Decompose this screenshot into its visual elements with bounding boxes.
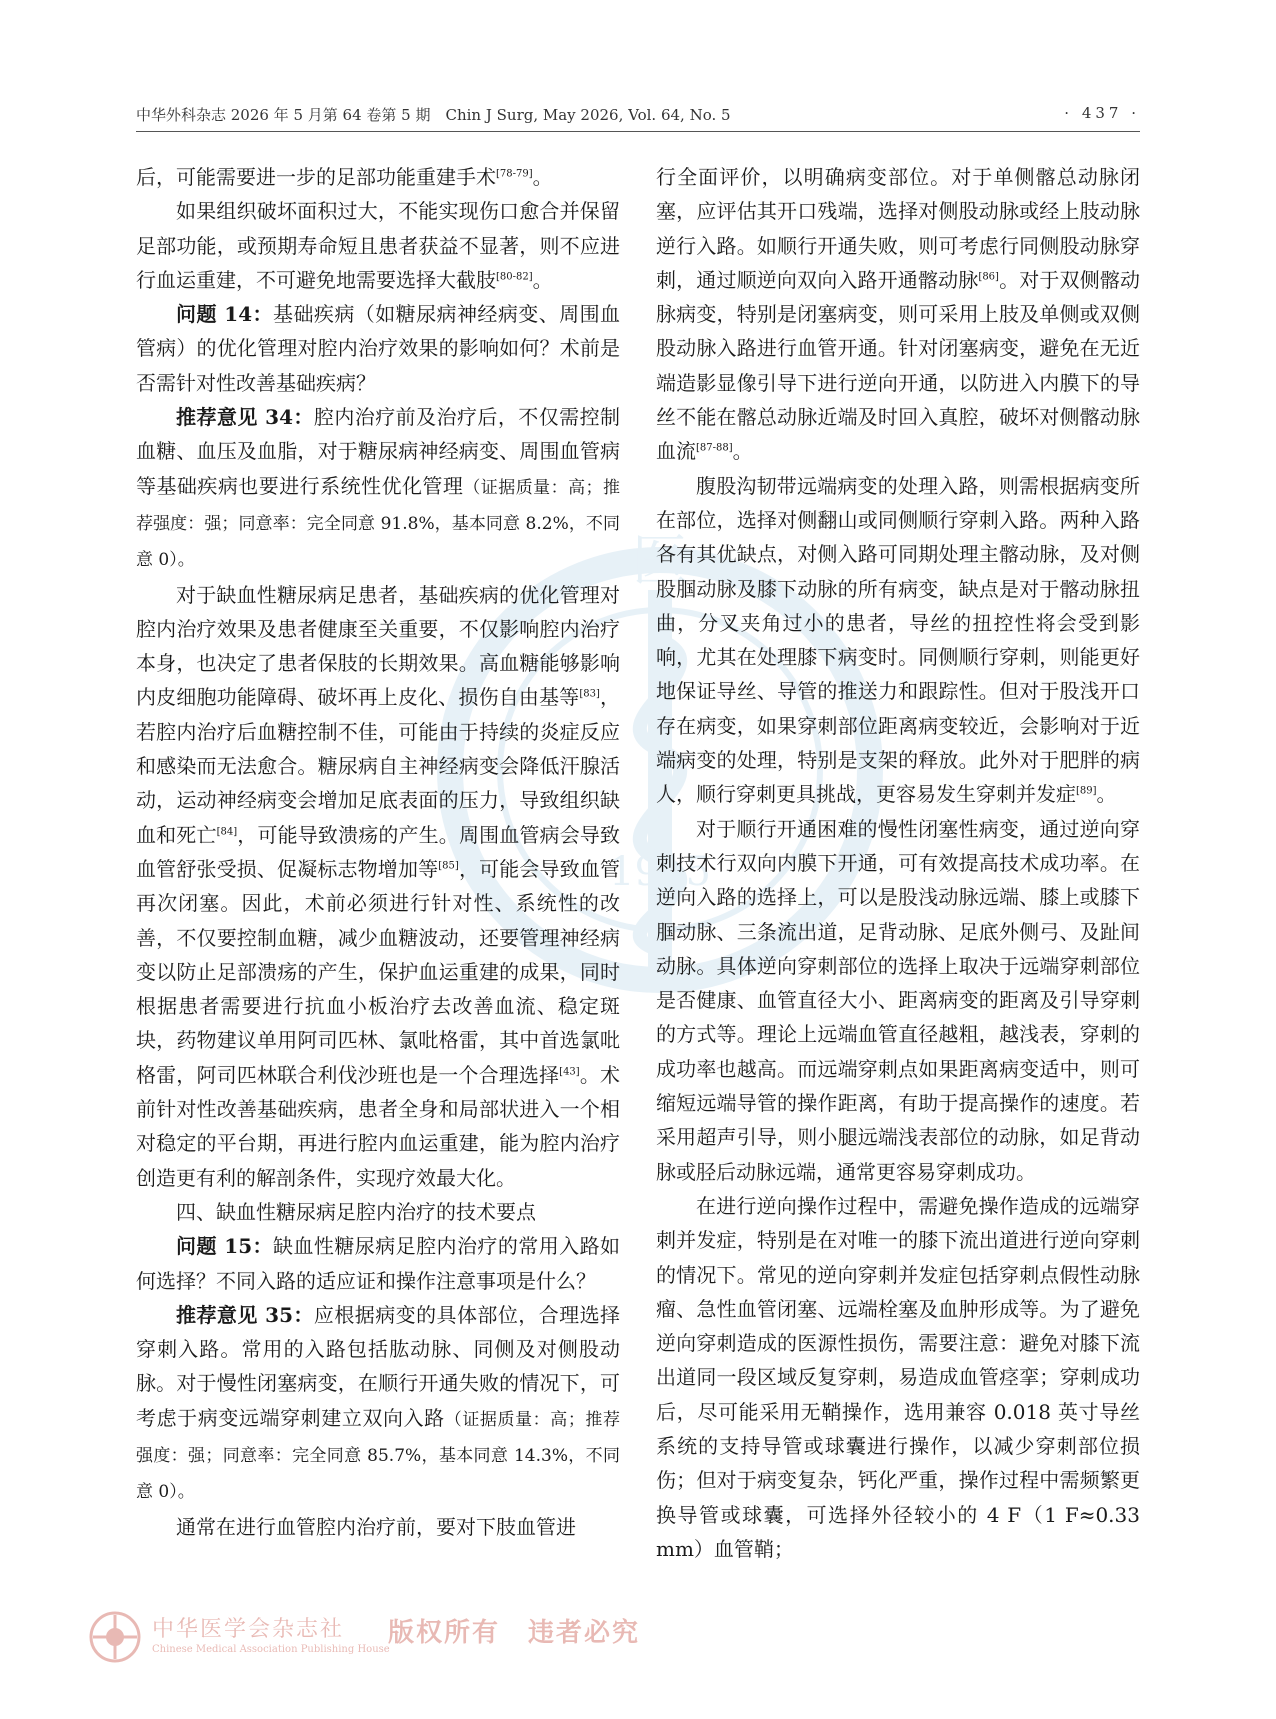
question-15: 问题 15：缺血性糖尿病足腔内治疗的常用入路如何选择？不同入路的适应证和操作注意事项是什么？ <box>136 1234 621 1293</box>
citation: [84] <box>216 825 238 837</box>
running-header <box>136 104 1140 125</box>
question-14: 问题 14：基础疾病（如糖尿病神经病变、周围血管病）的优化管理对腔内治疗效果的影响如何？术前是否需针对性改善基础疾病？ <box>136 302 621 395</box>
page-number: · 437 · <box>1064 104 1140 122</box>
paragraph: 对于缺血性糖尿病足患者，基础疾病的优化管理对腔内治疗效果及患者健康至关重要，不仅影响腔内治疗本身，也决定了患者保肢的长期效果。高血糖能够影响内皮细胞功能障碍、破坏再上皮化、损伤自由基等[83]，若腔内治疗后血糖控制不佳，可能由于持续的炎症反应和感染而无法愈合。糖尿病自主神经病变会降低汗腺活动，运动神经病变会增加足底表面的压力，导致组织缺血和死亡[84]，可能导致溃疡的产生。周围血管病会导致血管舒张受损、促凝标志物增加等[85]，可能会导致血管再次闭塞。因此，术前必须进行针对性、系统性的改善，不仅要控制血糖，减少血糖波动，还要管理神经病变以防止足部溃疡的产生，保护血运重建的成果，同时根据患者需要进行抗血小板治疗去改善血流、稳定斑块，药物建议单用阿司匹林、氯吡格雷，其中首选氯吡格雷，阿司匹林联合利伐沙班也是一个合理选择[43]。术前针对性改善基础疾病，患者全身和局部状进入一个相对稳定的平台期，再进行腔内血运重建，能为腔内治疗创造更有利的解剖条件，实现疗效最大化。 <box>136 582 621 1190</box>
publisher-name-en: Chinese Medical Association Publishing House <box>152 1644 390 1655</box>
paragraph: 行全面评价，以明确病变部位。对于单侧髂总动脉闭塞，应评估其开口残端，选择对侧股动脉或经上肢动脉逆行入路。如顺行开通失败，则可考虑行同侧股动脉穿刺，通过顺逆向双向入路开通髂动脉[86]。对于双侧髂动脉病变，特别是闭塞病变，则可采用上肢及单侧或双侧股动脉入路进行血管开通。针对闭塞病变，避免在无近端造影显像引导下进行逆向开通，以防进入内膜下的导丝不能在髂总动脉近端及时回入真腔，破坏对侧髂动脉血流[87-88]。 <box>656 165 1141 464</box>
publisher-footer <box>88 1610 648 1670</box>
paragraph: 后，可能需要进一步的足部功能重建手术[78-79]。 <box>136 165 553 189</box>
left-column <box>136 160 620 1544</box>
copyright-slogan: 版权所有 违者必究 <box>388 1618 641 1648</box>
evidence-note: （证据质量：高；推荐强度：强；同意率：完全同意 85.7%，基本同意 14.3%，不同意 0）。 <box>136 1409 620 1503</box>
paragraph: 对于顺行开通困难的慢性闭塞性病变，通过逆向穿刺技术行双向内膜下开通，可有效提高技术成功率。在逆向入路的选择上，可以是股浅动脉远端、膝上或膝下腘动脉、三条流出道，足背动脉、足底外侧弓、及趾间动脉。具体逆向穿刺部位的选择上取决于远端穿刺部位是否健康、血管直径大小、距离病变的距离及引导穿刺的方式等。理论上远端血管直径越粗，越浅表，穿刺的成功率也越高。而远端穿刺点如果距离病变适中，则可缩短远端导管的操作距离，有助于提高操作的速度。若采用超声引导，则小腿远端浅表部位的动脉，如足背动脉或胫后动脉远端，通常更容易穿刺成功。 <box>656 816 1140 1184</box>
publisher-name: 中华医学会杂志社 <box>152 1617 345 1642</box>
section-heading: 四、缺血性糖尿病足腔内治疗的技术要点 <box>176 1199 536 1224</box>
paragraph: 如果组织破坏面积过大，不能实现伤口愈合并保留足部功能，或预期寿命短且患者获益不显著，则不应进行血运重建，不可避免地需要选择大截肢[80-82]。 <box>136 199 620 292</box>
header-rule <box>136 131 1140 132</box>
watermark-year: 1915 <box>609 849 711 895</box>
citation: [87-88] <box>696 442 733 454</box>
paragraph: 在进行逆向操作过程中，需避免操作造成的远端穿刺并发症，特别是在对唯一的膝下流出道进行逆向穿刺的情况下。常见的逆向穿刺并发症包括穿刺点假性动脉瘤、急性血管闭塞、远端栓塞及血肿形成等。为了避免逆向穿刺造成的医源性损伤，需要注意：避免对膝下流出道同一段区域反复穿刺，易造成血管痉挛；穿刺成功后，尽可能采用无鞘操作，选用兼容 0.018 英寸导丝系统的支持导管或球囊进行操作，以减少穿刺部位损伤；但对于病变复杂，钙化严重，操作过程中需频繁更换导管或球囊，可选择外径较小的 4 F（1 F≈0.33 mm）血管鞘； <box>656 1193 1140 1561</box>
paragraph: 通常在进行血管腔内治疗前，要对下肢血管进 <box>176 1514 576 1539</box>
citation: [85] <box>438 860 459 872</box>
recommendation-35: 推荐意见 35：应根据病变的具体部位，合理选择穿刺入路。常用的入路包括肱动脉、同侧及对侧股动脉。对于慢性闭塞病变，在顺行开通失败的情况下，可考虑于病变远端穿刺建立双向入路（证据质量：高；推荐强度：强；同意率：完全同意 85.7%，基本同意 14.3%，不同意 0）。 <box>136 1302 621 1503</box>
evidence-note: （证据质量：高；推荐强度：强；同意率：完全同意 91.8%，基本同意 8.2%，不同意 0）。 <box>136 477 621 571</box>
citation: [89] <box>1076 785 1097 797</box>
watermark-char: 医 <box>632 529 688 594</box>
journal-citation: 中华外科杂志 2026 年 5 月第 64 卷第 5 期 Chin J Surg, May 2026, Vol. 64, No. 5 <box>136 106 731 124</box>
right-column <box>656 160 1140 1566</box>
publisher-logo-icon <box>88 1610 142 1664</box>
citation: [78-79] <box>496 168 533 180</box>
citation: [80-82] <box>496 271 533 283</box>
paragraph: 腹股沟韧带远端病变的处理入路，则需根据病变所在部位，选择对侧翻山或同侧顺行穿刺入路。两种入路各有其优缺点，对侧入路可同期处理主髂动脉，及对侧股腘动脉及膝下动脉的所有病变，缺点是对于髂动脉扭曲，分叉夹角过小的患者，导丝的扭控性将会受到影响，尤其在处理膝下病变时。同侧顺行穿刺，则能更好地保证导丝、导管的推送力和跟踪性。但对于股浅开口存在病变，如果穿刺部位距离病变较近，会影响对于近端病变的处理，特别是支架的释放。此外对于肥胖的病人，顺行穿刺更具挑战，更容易发生穿刺并发症[89]。 <box>656 473 1140 807</box>
citation: [43] <box>559 1066 580 1078</box>
recommendation-34: 推荐意见 34：腔内治疗前及治疗后，不仅需控制血糖、血压及血脂，对于糖尿病神经病变、周围血管病等基础疾病也要进行系统性优化管理（证据质量：高；推荐强度：强；同意率：完全同意 91.8%，基本同意 8.2%，不同意 0）。 <box>136 405 621 571</box>
citation: [83] <box>579 688 600 700</box>
citation: [86] <box>978 271 999 283</box>
